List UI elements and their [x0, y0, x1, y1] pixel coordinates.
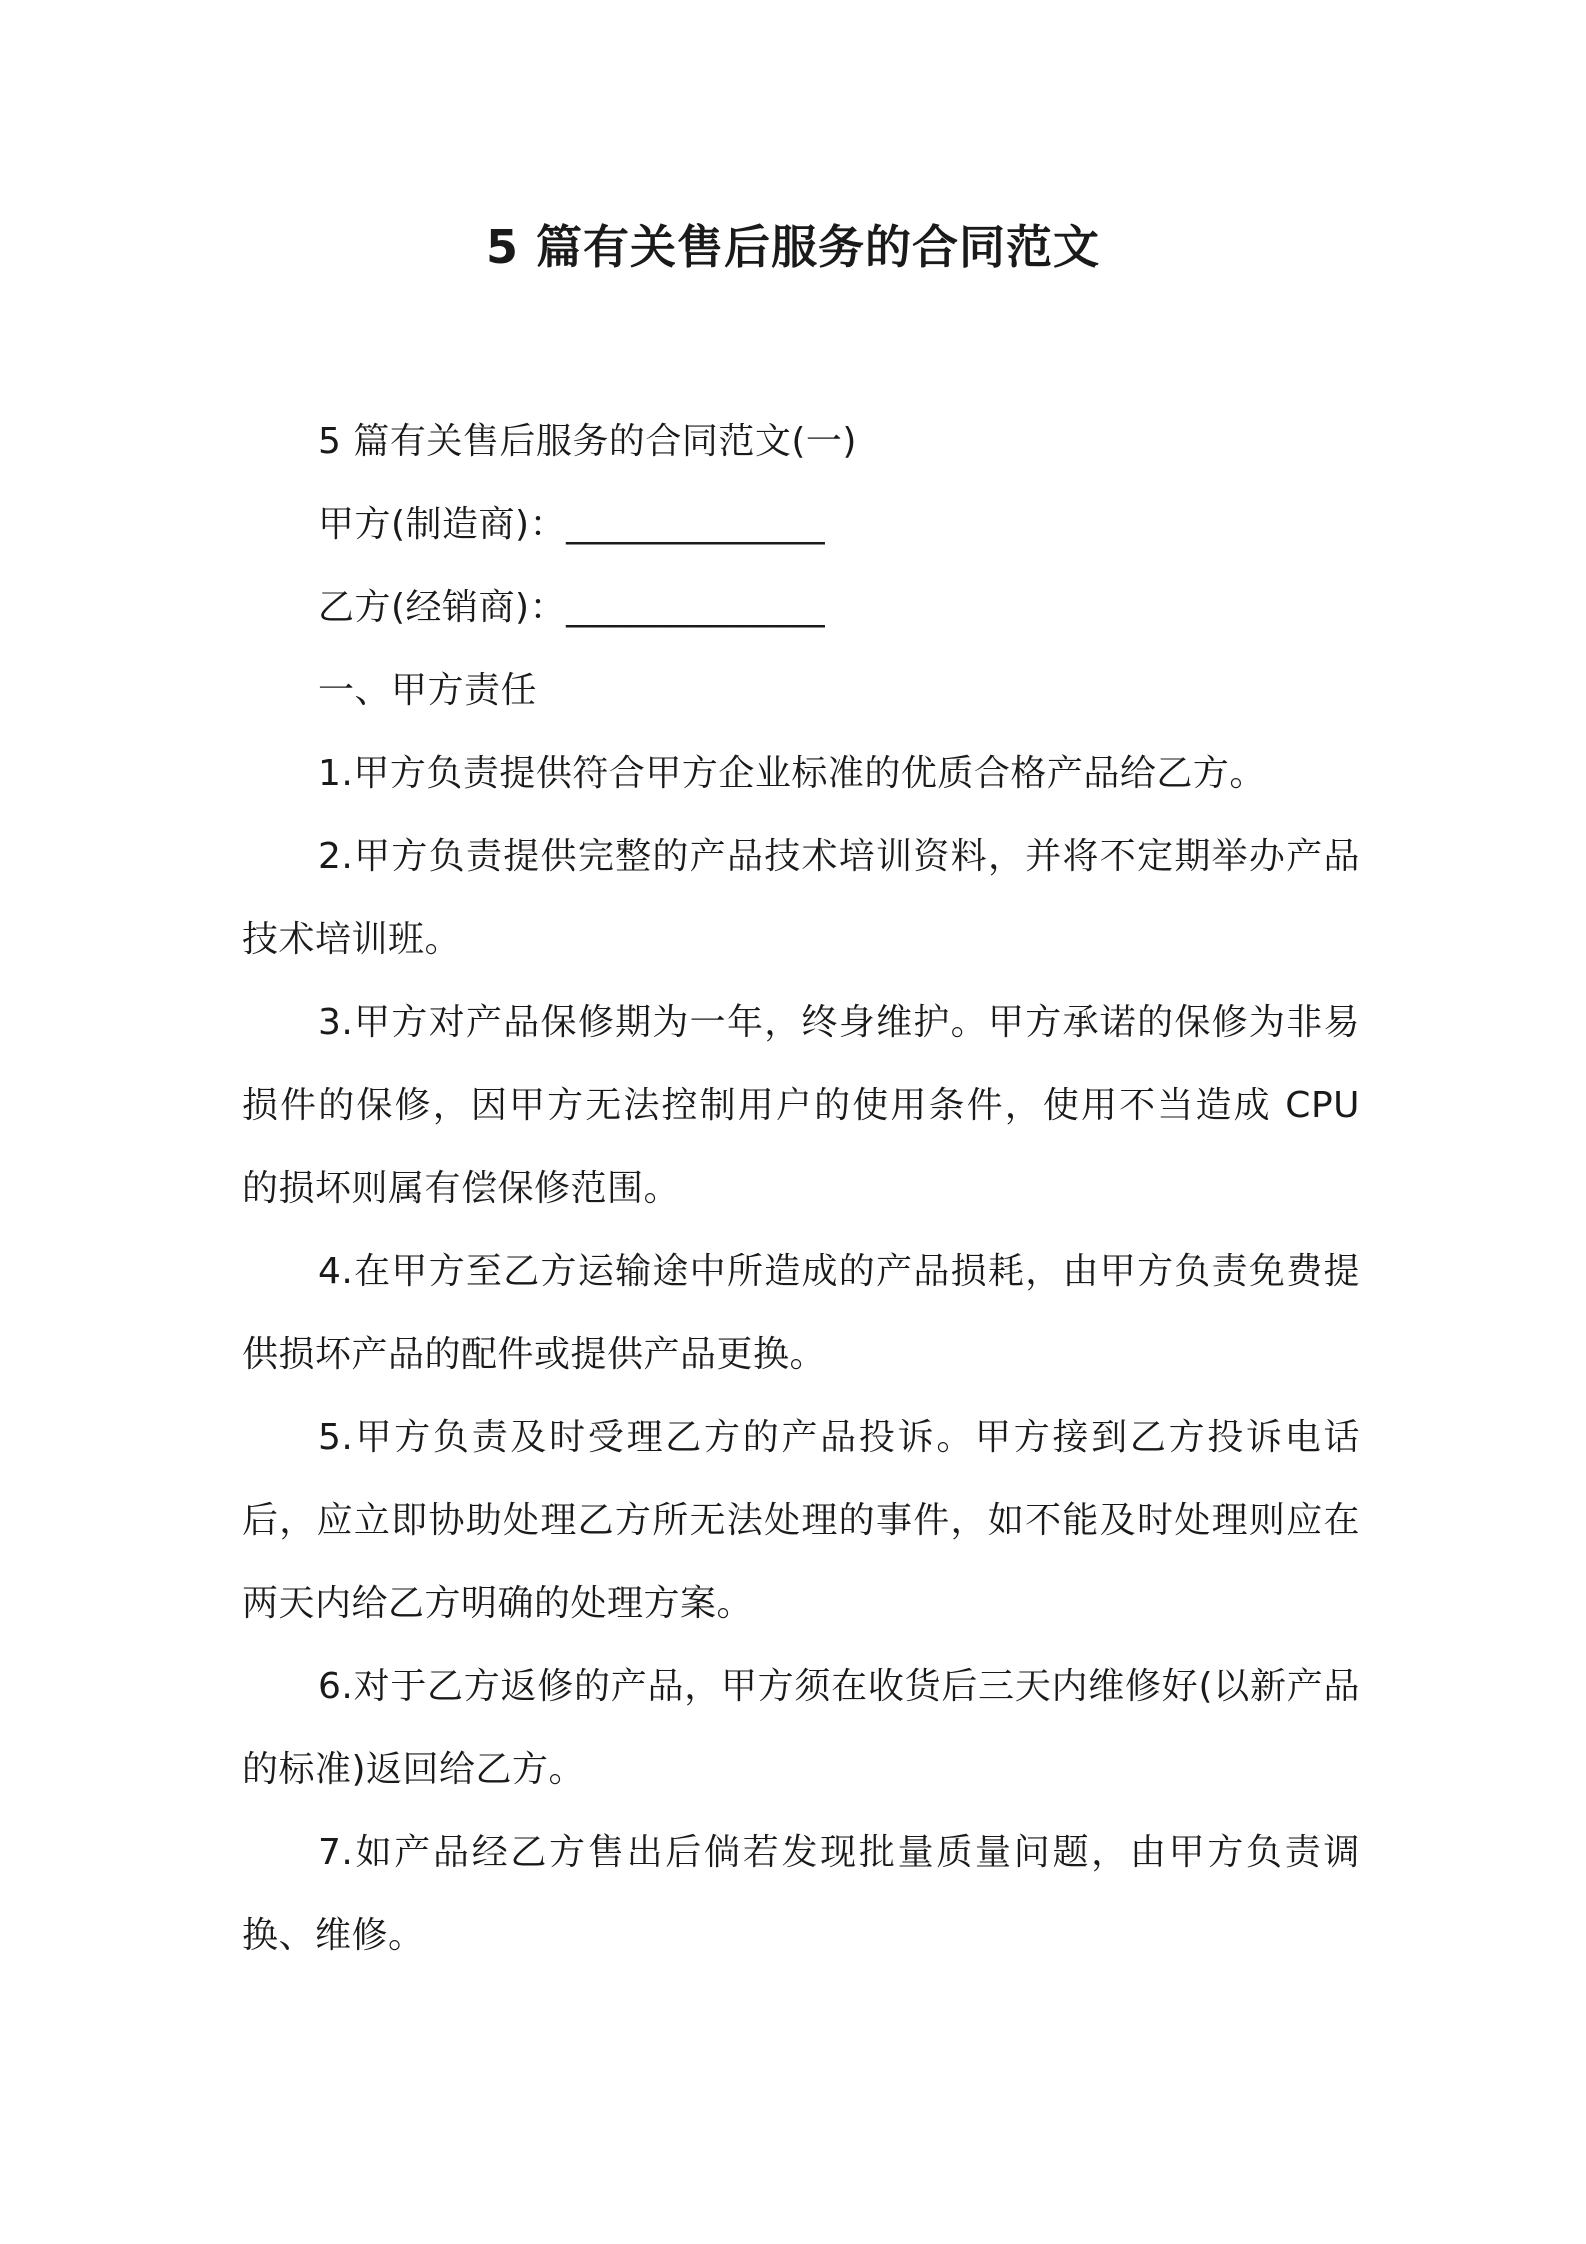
party-b-line: 乙方(经销商)：______________ [318, 587, 826, 628]
section-heading: 5 篇有关售后服务的合同范文(一) [318, 421, 857, 462]
document-body [242, 400, 1360, 1977]
party-a-line: 甲方(制造商)：______________ [318, 504, 826, 545]
clause-item: 2.甲方负责提供完整的产品技术培训资料，并将不定期举办产品技术培训班。 [242, 836, 1360, 960]
clause-item: 3.甲方对产品保修期为一年，终身维护。甲方承诺的保修为非易损件的保修，因甲方无法控制用户的使用条件，使用不当造成 CPU 的损坏则属有偿保修范围。 [242, 1002, 1360, 1209]
document-title: 5 篇有关售后服务的合同范文 [485, 220, 1101, 274]
clause-item: 1.甲方负责提供符合甲方企业标准的优质合格产品给乙方。 [318, 753, 1266, 794]
clause-item: 4.在甲方至乙方运输途中所造成的产品损耗，由甲方负责免费提供损坏产品的配件或提供产品更换。 [242, 1251, 1360, 1375]
clause-item: 7.如产品经乙方售出后倘若发现批量质量问题，由甲方负责调换、维修。 [242, 1832, 1360, 1956]
clause-item: 5.甲方负责及时受理乙方的产品投诉。甲方接到乙方投诉电话后，应立即协助处理乙方所无法处理的事件，如不能及时处理则应在两天内给乙方明确的处理方案。 [242, 1417, 1360, 1624]
clause-item: 6.对于乙方返修的产品，甲方须在收货后三天内维修好(以新产品的标准)返回给乙方。 [242, 1666, 1360, 1790]
clause-heading: 一、甲方责任 [318, 670, 538, 711]
